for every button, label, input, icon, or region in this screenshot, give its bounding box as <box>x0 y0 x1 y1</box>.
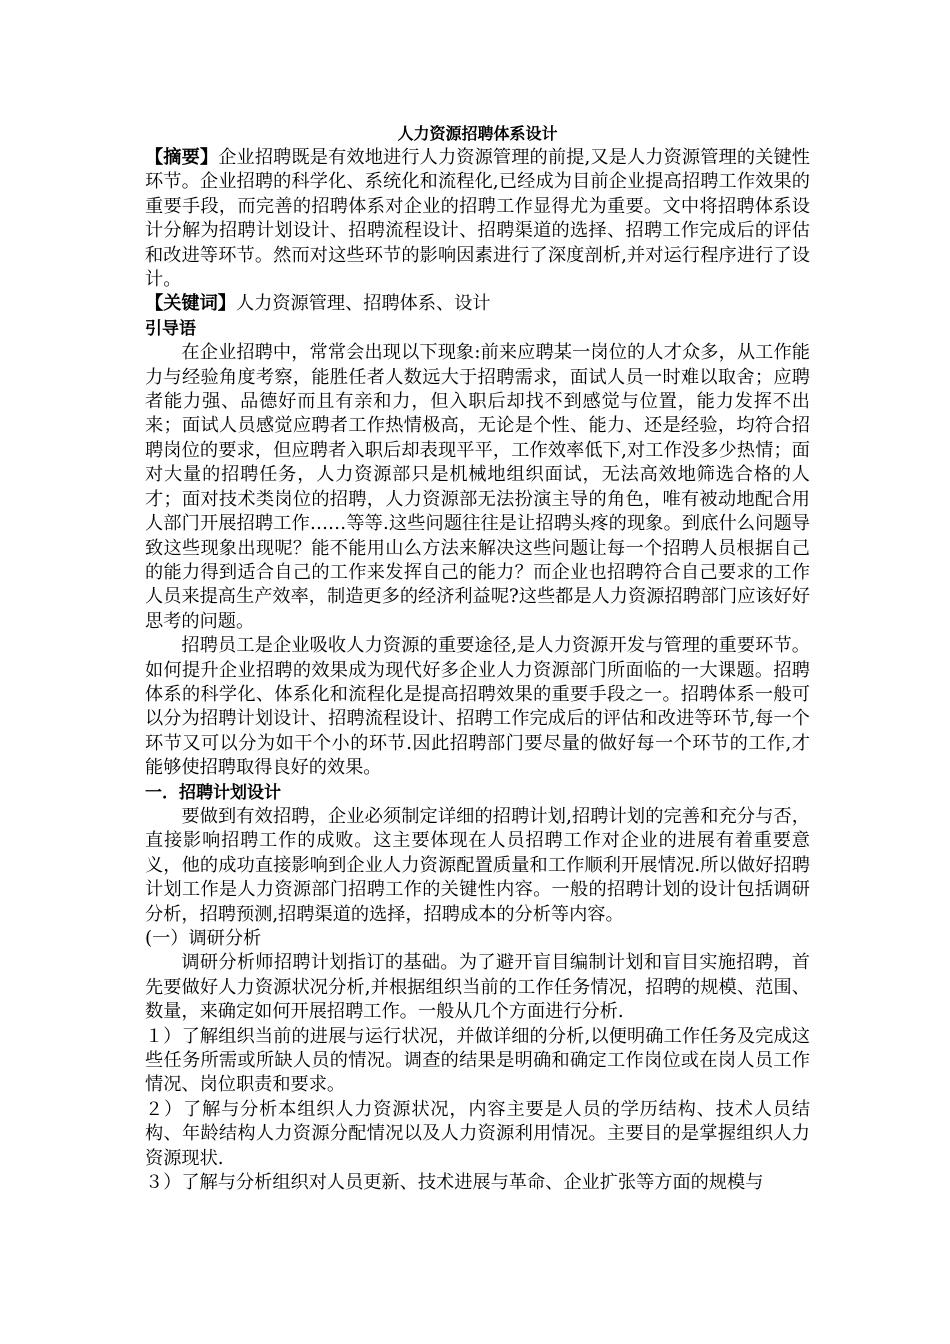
subsection-1-heading: (一）调研分析 <box>145 928 262 949</box>
intro-heading: 引导语 <box>145 318 196 339</box>
abstract-text: 企业招聘既是有效地进行人力资源管理的前提,又是人力资源管理的关键性环节。企业招聘的科学化、系统化和流程化,已经成为目前企业提高招聘工作效果的重要手段，而完善的招聘体系对企业的招聘工作显得尤为重要。文中将招聘体系设计分解为招聘计划设计、招聘流程设计、招聘渠道的选择、招聘工作完成后的评估和改进等环节。然而对这些环节的影响因素进行了深度剖析,并对运行程序进行了设计。 <box>145 147 810 291</box>
abstract-paragraph <box>145 146 810 292</box>
keywords-label: 【关键词】 <box>145 293 236 315</box>
intro-paragraph-1: 在企业招聘中，常常会出现以下现象:前来应聘某一岗位的人才众多，从工作能力与经验角度考察，能胜任者人数远大于招聘需求，面试人员一时难以取舍；应聘者能力强、品德好而且有亲和力，但入职后却找不到感觉与位置，能力发挥不出来；面试人员感觉应聘者工作热情极高，无论是个性、能力、还是经验，均符合招聘岗位的要求，但应聘者入职后却表现平平，工作效率低下,对工作没多少热情；面对大量的招聘任务，人力资源部只是机械地组织面试，无法高效地筛选合格的人才；面对技术类岗位的招聘，人力资源部无法扮演主导的角色，唯有被动地配合用人部门开展招聘工作……等等.这些问题往往是让招聘头疼的现象。到底什么问题导致这些现象出现呢？能不能用山么方法来解决这些问题让每一个招聘人员根据自己的能力得到适合自己的工作来发挥自己的能力？而企业也招聘符合自己要求的工作人员来提高生产效率，制造更多的经济利益呢?这些都是人力资源招聘部门应该好好思考的问题。 <box>145 342 810 632</box>
document-page <box>145 122 810 1195</box>
list-item: ３）了解与分析组织对人员更新、技术进展与革命、企业扩张等方面的规模与 <box>145 1172 764 1194</box>
subsection-1-paragraph: 调研分析师招聘计划指订的基础。为了避开盲目编制计划和盲目实施招聘，首先要做好人力资源状况分析,并根据组织当前的工作任务情况，招聘的规模、范围、数量，来确定如何开展招聘工作。一般从几个方面进行分析. <box>145 952 810 1023</box>
document-title: 人力资源招聘体系设计 <box>397 124 558 143</box>
keywords-text: 人力资源管理、招聘体系、设计 <box>235 293 491 315</box>
keywords-paragraph <box>145 292 810 316</box>
section-1-paragraph: 要做到有效招聘，企业必须制定详细的招聘计划,招聘计划的完善和充分与否，直接影响招聘工作的成败。这主要体现在人员招聘工作对企业的进展有着重要意义，他的成功直接影响到企业人力资源配置质量和工作顺利开展情况.所以做好招聘计划工作是人力资源部门招聘工作的关键性内容。一般的招聘计划的设计包括调研分析，招聘预测,招聘渠道的选择，招聘成本的分析等内容。 <box>145 805 810 925</box>
list-item: １）了解组织当前的进展与运行状况，并做详细的分析,以便明确工作任务及完成这些任务所需或所缺人员的情况。调查的结果是明确和确定工作岗位或在岗人员工作情况、岗位职责和要求。 <box>145 1025 810 1096</box>
list-item: ２）了解与分析本组织人力资源状况，内容主要是人员的学历结构、技术人员结构、年龄结构人力资源分配情况以及人力资源利用情况。主要目的是掌握组织人力资源现状. <box>145 1098 810 1169</box>
intro-paragraph-2: 招聘员工是企业吸收人力资源的重要途径,是人力资源开发与管理的重要环节。如何提升企业招聘的效果成为现代好多企业人力资源部门所面临的一大课题。招聘体系的科学化、体系化和流程化是提高招聘效果的重要手段之一。招聘体系一般可以分为招聘计划设计、招聘流程设计、招聘工作完成后的评估和改进等环节,每一个环节又可以分为如干个小的环节.因此招聘部门要尽量的做好每一个环节的工作,才能够使招聘取得良好的效果。 <box>145 635 810 779</box>
abstract-label: 【摘要】 <box>145 147 219 168</box>
section-1-heading: 一．招聘计划设计 <box>145 782 281 803</box>
